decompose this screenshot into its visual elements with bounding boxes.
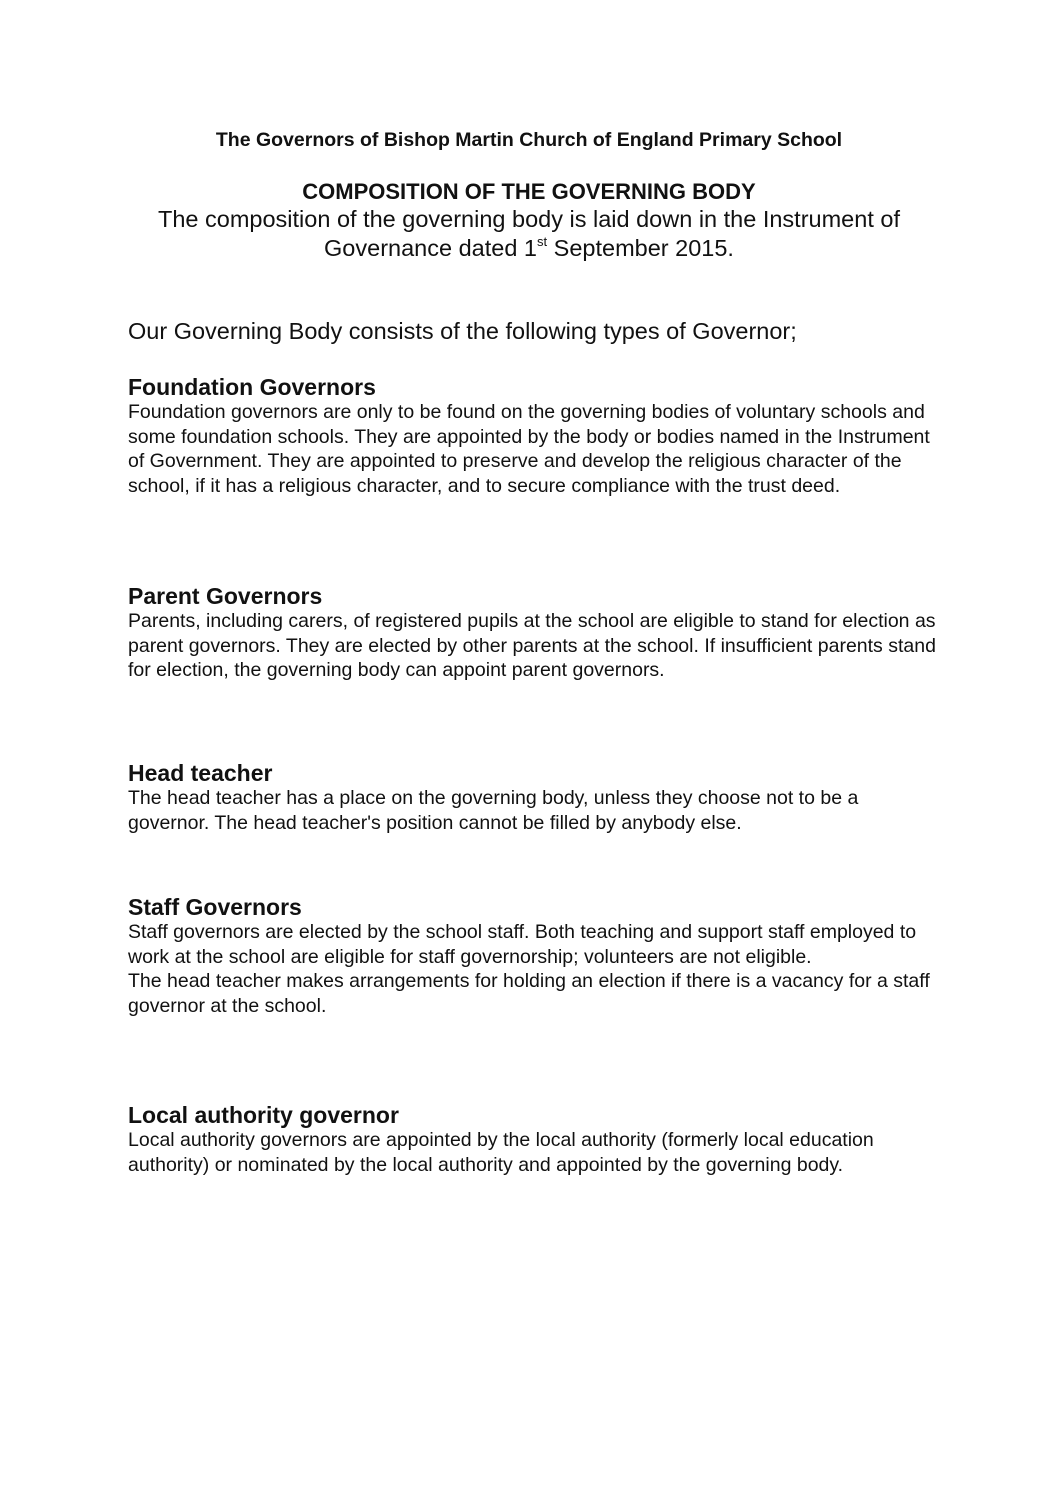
school-title: The Governors of Bishop Martin Church of England Primary School — [215, 129, 843, 151]
section-head-teacher — [128, 760, 943, 835]
section-title: Parent Governors — [128, 583, 323, 609]
section-paragraph: Parents, including carers, of registered pupils at the school are eligible to stand for election as parent governors. They are elected by other parents at the school. If insufficient parents stand for election, the governing body can appoint parent governors. — [128, 610, 936, 682]
section-paragraph: Foundation governors are only to be found on the governing bodies of voluntary schools and some foundation schools. They are appointed by the body or bodies named in the Instrument of Government. They are appointed to preserve and develop the religious character of the school, if it has a religious character, and to secure compliance with the trust deed. — [128, 401, 930, 498]
section-title: Head teacher — [128, 760, 273, 786]
section-title: Staff Governors — [128, 894, 302, 920]
section-staff-governors — [128, 894, 943, 1019]
intro-text-end: September 2015. — [547, 235, 734, 261]
section-paragraph: Local authority governors are appointed by the local authority (formerly local education authority) or nominated by the local authority and appointed by the governing body. — [128, 1129, 874, 1176]
section-foundation-governors — [128, 374, 943, 499]
section-parent-governors — [128, 583, 943, 683]
document-heading: COMPOSITION OF THE GOVERNING BODY — [302, 179, 756, 204]
section-paragraph: The head teacher has a place on the governing body, unless they choose not to be a governor. The head teacher's position cannot be filled by anybody else. — [128, 787, 859, 834]
section-paragraph: The head teacher makes arrangements for holding an election if there is a vacancy for a staff governor at the school. — [128, 970, 930, 1018]
intro-superscript: st — [537, 234, 548, 249]
section-title: Local authority governor — [128, 1102, 399, 1128]
lead-sentence: Our Governing Body consists of the following types of Governor; — [128, 318, 797, 344]
section-local-authority-governor — [128, 1102, 943, 1177]
intro-text: The composition of the governing body is laid down in the Instrument of Governance dated 1 — [158, 206, 900, 261]
section-title: Foundation Governors — [128, 374, 376, 400]
intro-paragraph — [120, 205, 938, 263]
section-paragraph: Staff governors are elected by the school staff. Both teaching and support staff employed to work at the school are eligible for staff governorship; volunteers are not eligible. — [128, 921, 917, 968]
